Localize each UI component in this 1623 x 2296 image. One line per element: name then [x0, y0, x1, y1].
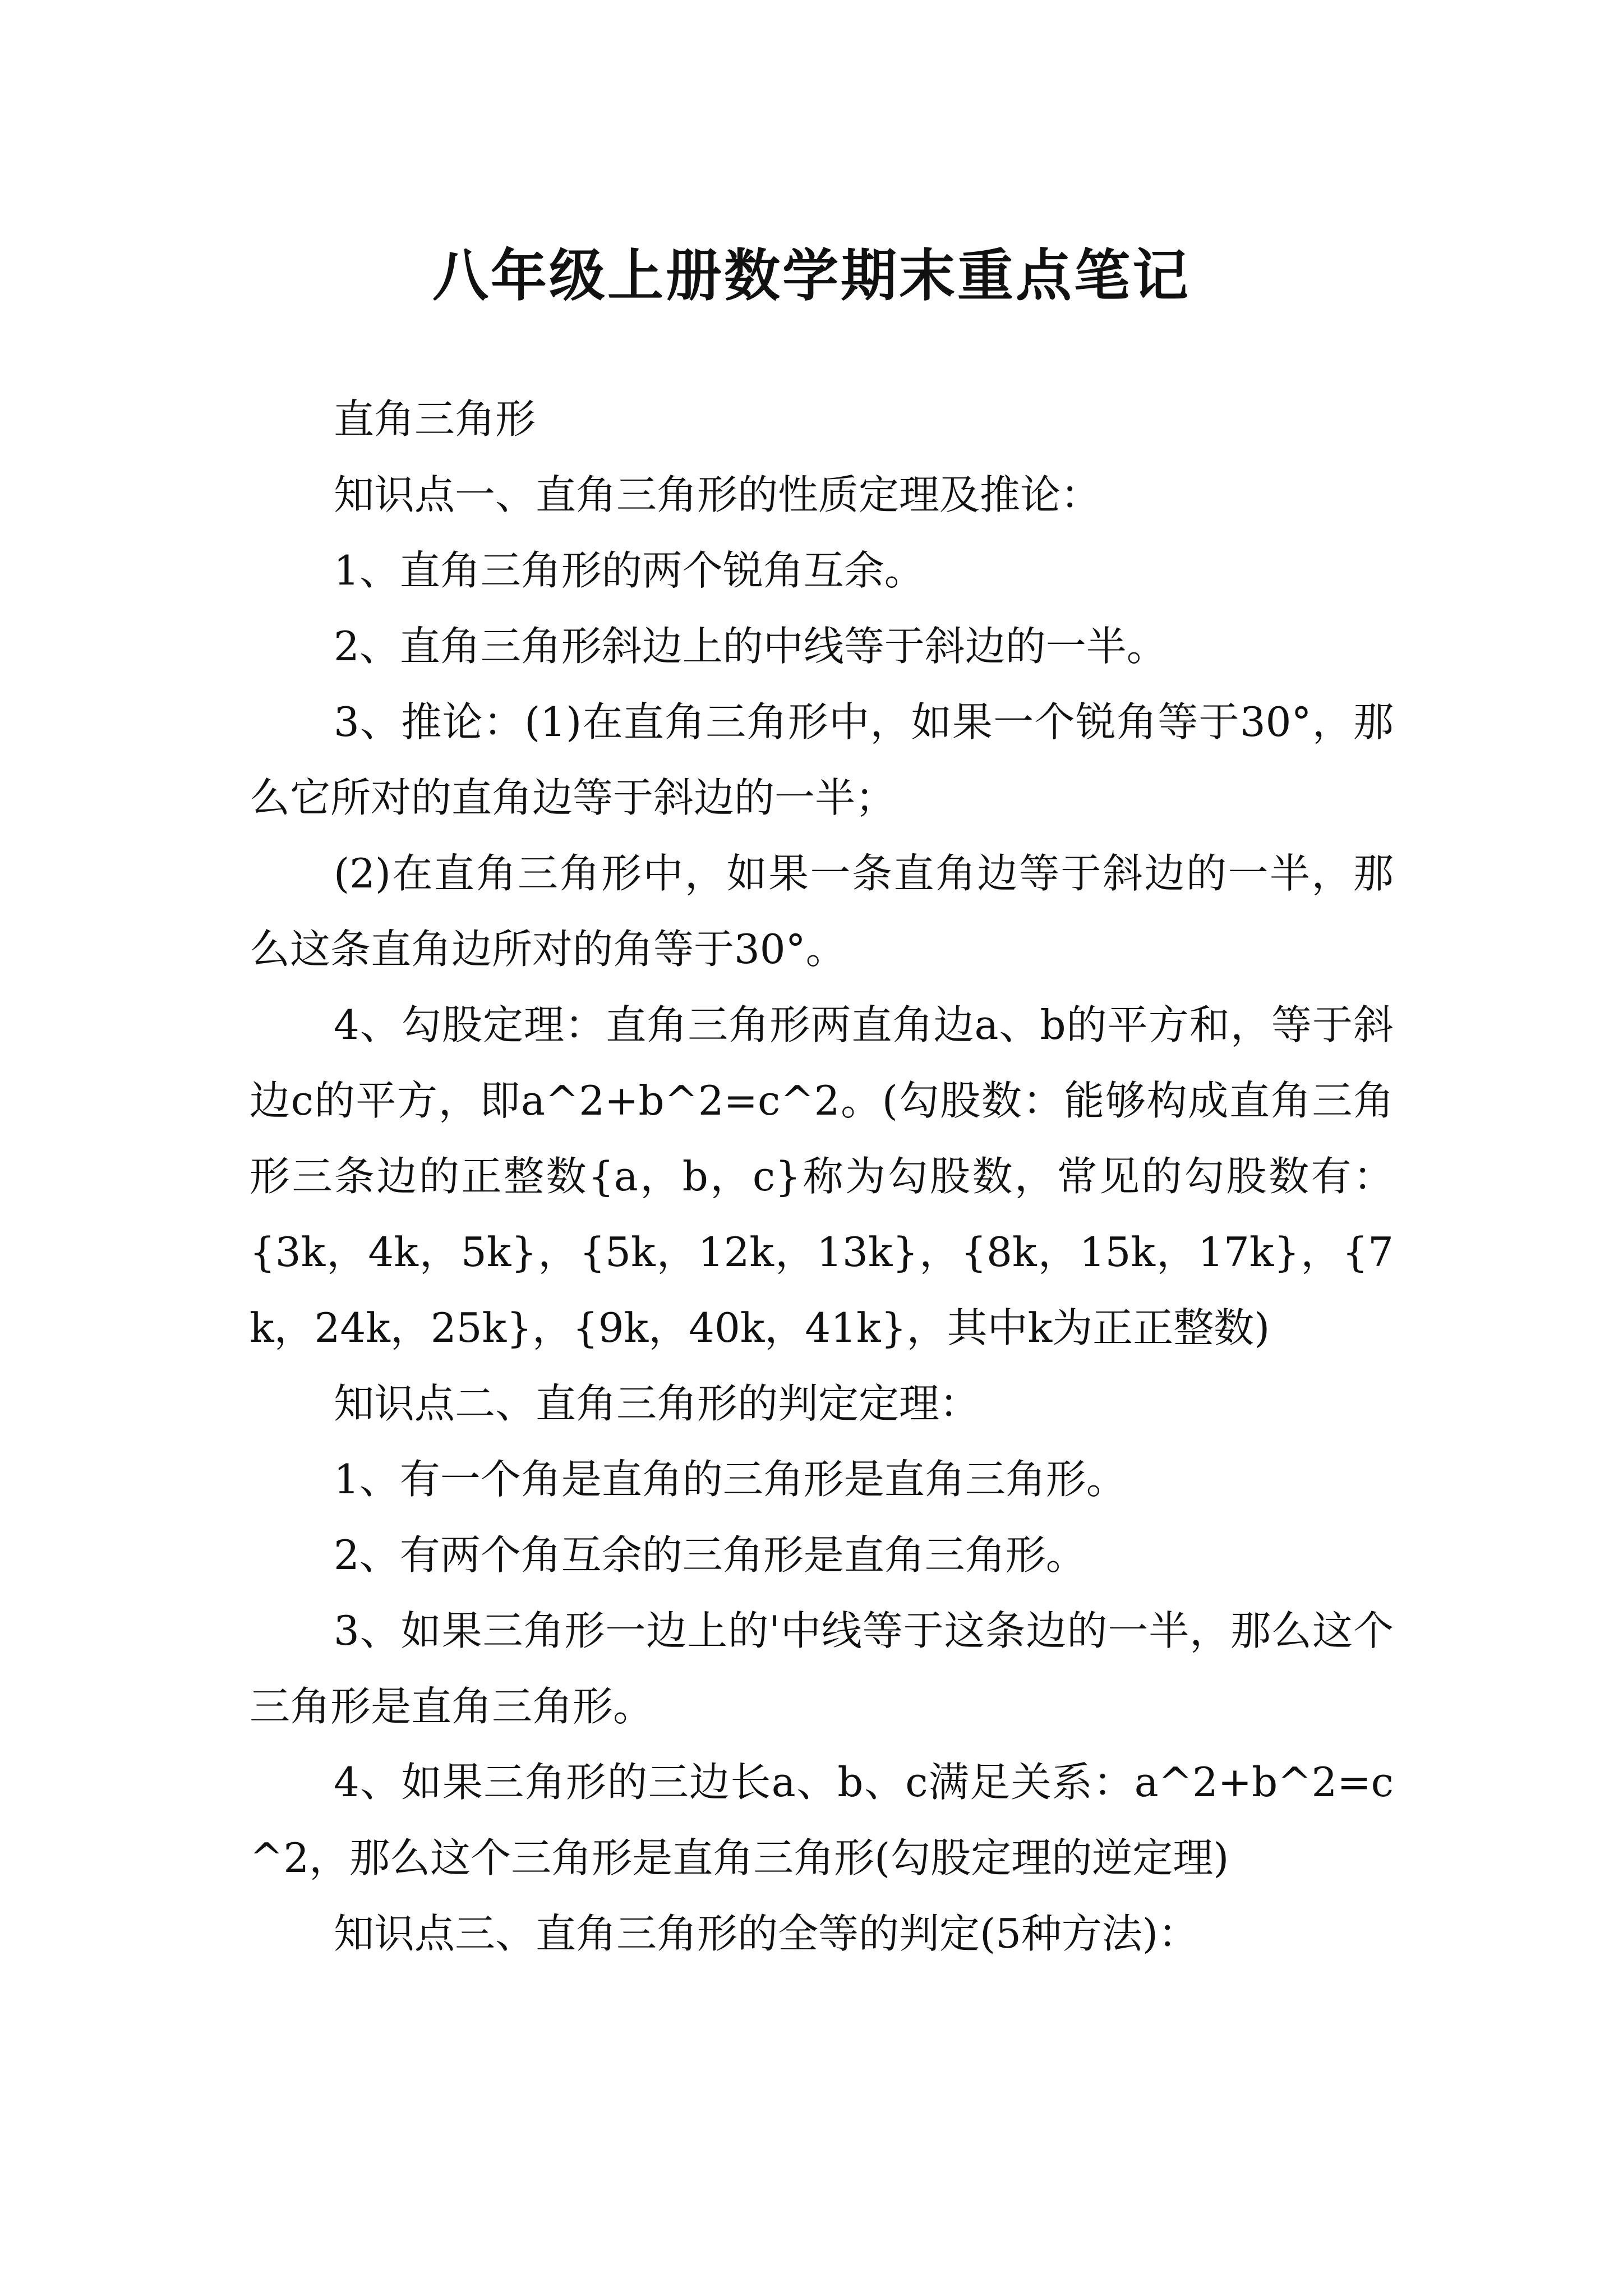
paragraph-knowledge-point-1: 知识点一、直角三角形的性质定理及推论： — [334, 471, 1101, 518]
paragraph-item: 1、直角三角形的两个锐角互余。 — [334, 547, 925, 594]
paragraph-item: 1、有一个角是直角的三角形是直角三角形。 — [334, 1456, 1127, 1503]
document-body — [250, 381, 1394, 1972]
document-title: 八年级上册数学期末重点笔记 — [432, 243, 1191, 309]
paragraph-knowledge-point-3: 知识点三、直角三角形的全等的判定(5种方法)： — [334, 1910, 1198, 1957]
paragraph-item: 3、如果三角形一边上的'中线等于这条边的一半，那么这个三角形是直角三角形。 — [250, 1607, 1394, 1730]
paragraph-item: 2、直角三角形斜边上的中线等于斜边的一半。 — [334, 623, 1167, 670]
paragraph-section-heading: 直角三角形 — [334, 395, 536, 443]
paragraph-item: 2、有两个角互余的三角形是直角三角形。 — [334, 1531, 1086, 1579]
paragraph-item: 4、勾股定理：直角三角形两直角边a、b的平方和，等于斜边c的平方，即a^2+b^2=c^2。(勾股数：能够构成直角三角形三条边的正整数{a，b，c}称为勾股数，常见的勾股数有：{3k，4k，5k}，{5k，12k，13k}，{8k，15k，17k}，{7k，24k，25k}，{9k，40k，41k}，其中k为正正整数) — [250, 1001, 1394, 1351]
paragraph-item: 4、如果三角形的三边长a、b、c满足关系：a^2+b^2=c^2，那么这个三角形是直角三角形(勾股定理的逆定理) — [250, 1759, 1394, 1881]
paragraph-item: (2)在直角三角形中，如果一条直角边等于斜边的一半，那么这条直角边所对的角等于30°。 — [250, 850, 1394, 973]
paragraph-item: 3、推论：(1)在直角三角形中，如果一个锐角等于30°，那么它所对的直角边等于斜边的一半； — [250, 698, 1394, 821]
paragraph-knowledge-point-2: 知识点二、直角三角形的判定定理： — [334, 1380, 980, 1427]
